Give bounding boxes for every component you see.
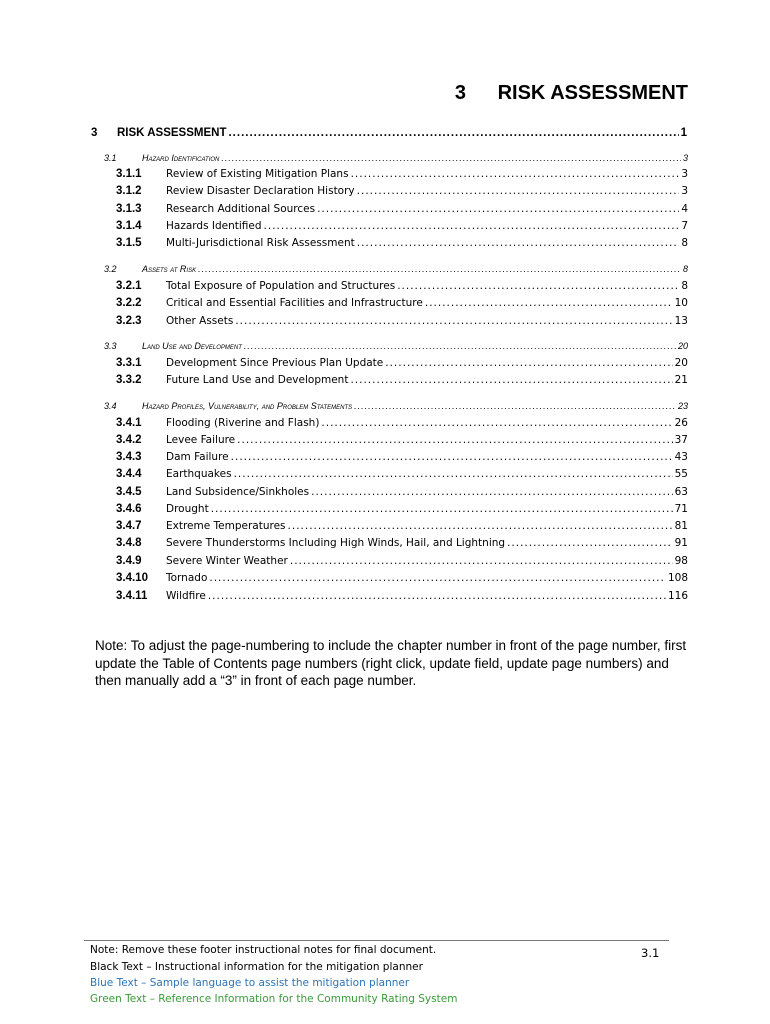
toc-page: 8	[682, 264, 688, 274]
toc-title: Hazard Identification	[142, 153, 220, 163]
toc-page: 10	[674, 297, 688, 309]
toc-entry-3-1-5[interactable]	[116, 237, 688, 249]
toc-leader	[311, 486, 673, 498]
toc-entry-3-1-4[interactable]	[116, 220, 688, 232]
toc-page: 71	[674, 503, 688, 515]
toc-entry-3-3-2[interactable]	[116, 374, 688, 386]
toc-title: Assets at Risk	[142, 264, 197, 274]
toc-entry-3-4-8[interactable]	[116, 537, 688, 549]
toc-entry-3-4-2[interactable]	[116, 434, 688, 446]
toc-entry-3-4-1[interactable]	[116, 417, 688, 429]
toc-leader	[208, 590, 666, 602]
toc-number: 3.4.1	[116, 417, 142, 429]
toc-title: Land Subsidence/Sinkholes	[166, 486, 310, 498]
toc-page: 81	[674, 520, 688, 532]
toc-page: 91	[674, 537, 688, 549]
toc-title: Hazards Identified	[166, 220, 262, 232]
toc-page: 7	[681, 220, 688, 232]
toc-title: Wildfire	[166, 590, 206, 602]
toc-leader	[228, 127, 678, 139]
toc-page: 3	[682, 153, 688, 163]
toc-page: 13	[674, 315, 688, 327]
toc-number: 3.3.2	[116, 374, 142, 386]
toc-page: 1	[680, 127, 687, 139]
toc-number: 3.4.11	[116, 590, 148, 602]
toc-entry-3-2-1[interactable]	[116, 280, 688, 292]
toc-leader	[231, 451, 673, 463]
footer-divider	[84, 940, 669, 941]
toc-number: 3.4	[104, 401, 117, 411]
toc-page: 20	[677, 341, 688, 351]
toc-page: 26	[674, 417, 688, 429]
chapter-number: 3	[454, 82, 467, 104]
toc-number: 3.4.7	[116, 520, 142, 532]
toc-entry-3-4-9[interactable]	[116, 555, 688, 567]
toc-leader	[317, 203, 679, 215]
toc-leader	[234, 468, 673, 480]
toc-title: Tornado	[166, 572, 208, 584]
toc-title: Development Since Previous Plan Update	[166, 357, 384, 369]
toc-number: 3.4.8	[116, 537, 142, 549]
toc-page: 43	[674, 451, 688, 463]
toc-entry-3-1-3[interactable]	[116, 203, 688, 215]
toc-number: 3.1.5	[116, 237, 142, 249]
toc-entry-3-1[interactable]	[104, 153, 688, 163]
toc-title: Severe Thunderstorms Including High Winds, Hail, and Lightning	[166, 537, 506, 549]
toc-title: Land Use and Development	[142, 341, 242, 351]
toc-page: 3	[681, 168, 688, 180]
toc-page: 4	[681, 203, 688, 215]
toc-number: 3.2	[104, 264, 117, 274]
toc-leader	[357, 237, 680, 249]
toc-number: 3.1.2	[116, 185, 142, 197]
toc-leader	[209, 572, 666, 584]
toc-leader	[507, 537, 673, 549]
page-numbering-note: Note: To adjust the page-numbering to include the chapter number in front of the page number, first update the Table of Contents page numbers (right click, update field, update page numbers) and then manually add a “3” in front of each page number.	[95, 638, 687, 688]
toc-title: Multi-Jurisdictional Risk Assessment	[166, 237, 355, 249]
toc-number: 3.4.6	[116, 503, 142, 515]
toc-title: Extreme Temperatures	[166, 520, 286, 532]
toc-title: Review Disaster Declaration History	[166, 185, 355, 197]
toc-leader	[235, 315, 672, 327]
toc-title: Dam Failure	[166, 451, 229, 463]
toc-entry-3-2[interactable]	[104, 264, 688, 274]
toc-page: 20	[674, 357, 688, 369]
chapter-title	[455, 82, 688, 105]
footer-black-text-legend: Black Text – Instructional information for the mitigation planner	[90, 961, 423, 973]
toc-number: 3.1.4	[116, 220, 142, 232]
toc-entry-3-1-1[interactable]	[116, 168, 688, 180]
toc-number: 3.1.1	[116, 168, 142, 180]
toc-number: 3.1.3	[116, 203, 142, 215]
toc-title: Levee Failure	[166, 434, 236, 446]
toc-entry-3-4-10[interactable]	[116, 572, 688, 584]
toc-page: 3	[681, 185, 688, 197]
toc-title: Other Assets	[166, 315, 234, 327]
footer-green-text-legend: Green Text – Reference Information for the Community Rating System	[90, 993, 458, 1005]
toc-leader	[290, 555, 673, 567]
toc-entry-3[interactable]	[91, 127, 687, 139]
toc-leader	[264, 220, 680, 232]
toc-number: 3.4.10	[116, 572, 148, 584]
footer-blue-text-legend: Blue Text – Sample language to assist the mitigation planner	[90, 977, 410, 989]
toc-leader	[211, 503, 673, 515]
toc-page: 8	[681, 280, 688, 292]
toc-title: Research Additional Sources	[166, 203, 316, 215]
toc-entry-3-4[interactable]	[104, 401, 688, 411]
toc-title: Earthquakes	[166, 468, 232, 480]
toc-page: 98	[674, 555, 688, 567]
toc-page: 8	[681, 237, 688, 249]
toc-page: 108	[667, 572, 688, 584]
toc-title: Review of Existing Mitigation Plans	[166, 168, 349, 180]
toc-number: 3	[91, 127, 98, 139]
toc-page: 63	[674, 486, 688, 498]
toc-entry-3-4-4[interactable]	[116, 468, 688, 480]
toc-entry-3-4-11[interactable]	[116, 590, 688, 602]
toc-number: 3.2.1	[116, 280, 142, 292]
toc-page: 55	[674, 468, 688, 480]
toc-title: Hazard Profiles, Vulnerability, and Problem Statements	[142, 401, 353, 411]
toc-title: Future Land Use and Development	[166, 374, 349, 386]
toc-entry-3-1-2[interactable]	[116, 185, 688, 197]
toc-leader	[221, 153, 681, 163]
toc-entry-3-4-5[interactable]	[116, 486, 688, 498]
chapter-title-text: RISK ASSESSMENT	[497, 82, 688, 104]
toc-leader	[198, 264, 681, 274]
toc-entry-3-3-1[interactable]	[116, 357, 688, 369]
toc-leader	[351, 168, 680, 180]
toc-entry-3-3[interactable]	[104, 341, 688, 351]
toc-leader	[288, 520, 673, 532]
toc-page: 23	[677, 401, 688, 411]
toc-entry-3-4-7[interactable]	[116, 520, 688, 532]
toc-leader	[425, 297, 673, 309]
toc-title: Drought	[166, 503, 209, 515]
toc-leader	[357, 185, 680, 197]
toc-page: 37	[674, 434, 688, 446]
toc-page: 116	[667, 590, 688, 602]
toc-entry-3-4-6[interactable]	[116, 503, 688, 515]
toc-leader	[237, 434, 672, 446]
toc-entry-3-2-3[interactable]	[116, 315, 688, 327]
toc-number: 3.4.9	[116, 555, 142, 567]
toc-entry-3-2-2[interactable]	[116, 297, 688, 309]
toc-leader	[321, 417, 672, 429]
toc-number: 3.1	[104, 153, 117, 163]
toc-number: 3.4.3	[116, 451, 142, 463]
toc-leader	[385, 357, 672, 369]
toc-leader	[397, 280, 679, 292]
toc-leader	[350, 374, 672, 386]
toc-number: 3.4.2	[116, 434, 142, 446]
toc-number: 3.3	[104, 341, 117, 351]
footer-page-number: 3.1	[641, 946, 660, 960]
toc-title: Critical and Essential Facilities and Infrastructure	[166, 297, 423, 309]
footer-note: Note: Remove these footer instructional notes for final document.	[90, 944, 437, 956]
toc-number: 3.4.5	[116, 486, 142, 498]
toc-title: Total Exposure of Population and Structures	[166, 280, 396, 292]
toc-leader	[244, 341, 676, 351]
toc-title: RISK ASSESSMENT	[117, 127, 227, 139]
toc-leader	[354, 401, 676, 411]
toc-title: Flooding (Riverine and Flash)	[166, 417, 320, 429]
toc-number: 3.3.1	[116, 357, 142, 369]
toc-number: 3.2.3	[116, 315, 142, 327]
toc-title: Severe Winter Weather	[166, 555, 288, 567]
toc-number: 3.4.4	[116, 468, 142, 480]
toc-page: 21	[674, 374, 688, 386]
toc-entry-3-4-3[interactable]	[116, 451, 688, 463]
toc-number: 3.2.2	[116, 297, 142, 309]
